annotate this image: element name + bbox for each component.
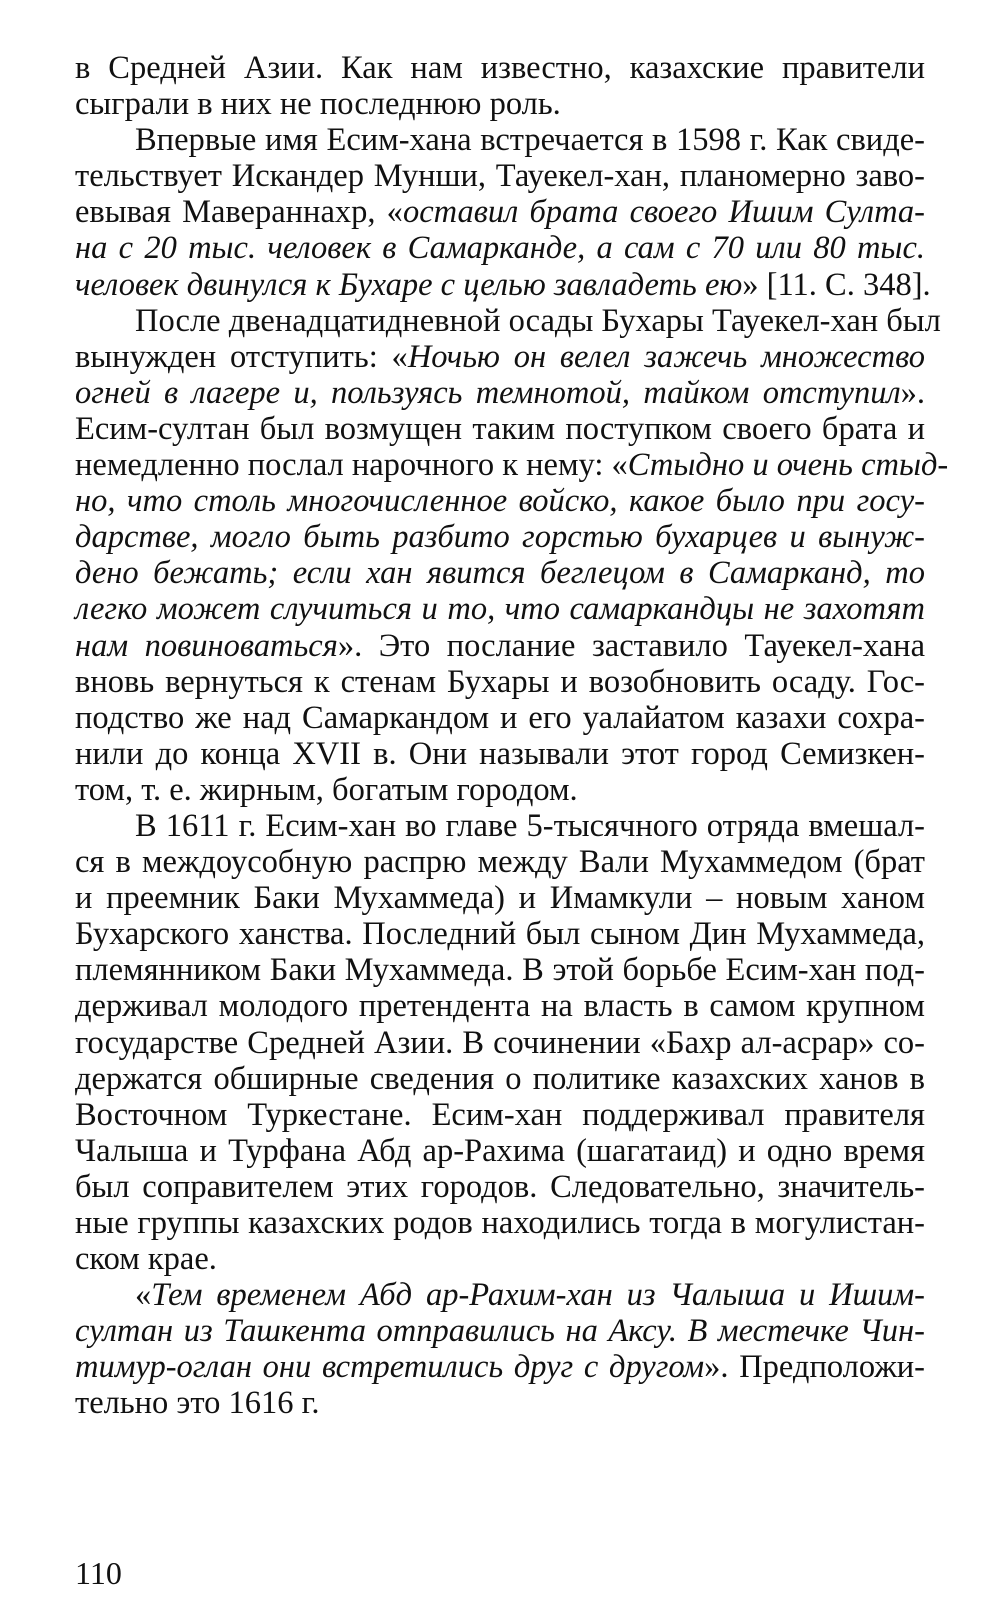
- text-line: [75, 1277, 925, 1313]
- italic-quote-text: Стыдно и очень стыд-: [627, 447, 949, 484]
- text-line: [75, 555, 925, 591]
- text-line: [75, 591, 925, 627]
- text-line: [75, 772, 925, 808]
- line-text: вынужден отступить: «: [75, 338, 408, 375]
- text-line: [75, 916, 925, 952]
- italic-quote-text: Ночью он велел зажечь множество: [407, 338, 925, 375]
- italic-quote-text: человек двинулся к Бухаре с целью завладеть ею: [75, 266, 743, 303]
- text-line: [75, 194, 925, 230]
- italic-quote-text: Тем временем Абд ар-Рахим-хан из Чалыша и Ишим-: [151, 1277, 925, 1314]
- text-line: [75, 158, 925, 194]
- line-text: немедленно послал нарочного к нему: «: [75, 447, 628, 484]
- text-line: [75, 1025, 925, 1061]
- text-line: [75, 880, 925, 916]
- line-text: Бухарского ханства. Последний был сыном Дин Мухаммеда,: [75, 916, 925, 953]
- line-text: нили до конца XVII в. Они называли этот город Семизкен-: [75, 735, 925, 772]
- text-line: [75, 1097, 925, 1133]
- line-text: сыграли в них не последнюю роль.: [75, 86, 561, 123]
- body-text: [75, 50, 949, 1422]
- line-text: держивал молодого претендента на власть в самом крупном: [75, 988, 925, 1025]
- line-text: После двенадцатидневной осады Бухары Тауекел-хан был: [135, 302, 941, 339]
- line-text: вновь вернуться к стенам Бухары и возобновить осаду. Гос-: [75, 663, 925, 700]
- line-text: племянником Баки Мухаммеда. В этой борьбе Есим-хан под-: [75, 952, 925, 989]
- text-line: [75, 1133, 925, 1169]
- text-line: [75, 483, 925, 519]
- line-text: «: [135, 1277, 152, 1314]
- text-line: [75, 266, 931, 303]
- line-text: ском крае.: [75, 1241, 217, 1278]
- text-line: [75, 86, 925, 122]
- line-text: ». Это послание заставило Тауекел-хана: [337, 627, 925, 664]
- text-line: [75, 1385, 925, 1421]
- line-text: ». Предположи-: [704, 1349, 926, 1386]
- italic-quote-text: на с 20 тыс. человек в Самарканде, а сам с 70 или 80 тыс.: [75, 230, 925, 267]
- text-line: [75, 808, 925, 844]
- line-text: » [11. С. 348].: [742, 266, 931, 303]
- line-text: был соправителем этих городов. Следовательно, значитель-: [75, 1168, 925, 1205]
- line-text: держатся обширные сведения о политике казахских ханов в: [75, 1060, 925, 1097]
- text-line: [75, 1349, 925, 1385]
- line-text: Впервые имя Есим-хана встречается в 1598 г. Как свиде-: [135, 122, 925, 159]
- line-text: тельствует Искандер Мунши, Тауекел-хан, планомерно заво-: [75, 158, 925, 195]
- text-line: [75, 1313, 925, 1349]
- line-text: Восточном Туркестане. Есим-хан поддерживал правителя: [75, 1096, 925, 1133]
- text-line: [75, 339, 925, 375]
- italic-quote-text: нам повиноваться: [75, 627, 338, 664]
- text-line: [75, 230, 925, 266]
- line-text: том, т. е. жирным, богатым городом.: [75, 771, 578, 808]
- line-text: ».: [900, 374, 925, 411]
- text-line: [75, 302, 941, 339]
- line-text: подство же над Самаркандом и его уалайатом казахи сохра-: [75, 699, 925, 736]
- line-text: и преемник Баки Мухаммеда) и Имамкули – новым ханом: [75, 880, 925, 917]
- text-line: [75, 1205, 925, 1241]
- text-line: [75, 411, 925, 447]
- line-text: государстве Средней Азии. В сочинении «Бахр ал-асрар» со-: [75, 1024, 925, 1061]
- italic-quote-text: но, что столь многочисленное войско, какое было при госу-: [75, 483, 925, 520]
- italic-quote-text: оставил брата своего Ишим Султа-: [402, 194, 926, 231]
- italic-quote-text: султан из Ташкента отправились на Аксу. В местечке Чин-: [75, 1313, 925, 1350]
- line-text: Есим-султан был возмущен таким поступком своего брата и: [75, 410, 925, 447]
- line-text: ся в междоусобную распрю между Вали Мухаммедом (брат: [75, 844, 925, 881]
- italic-quote-text: огней в лагере и, пользуясь темнотой, тайком отступил: [75, 374, 901, 411]
- line-text: ные группы казахских родов находились тогда в могулистан-: [75, 1205, 925, 1241]
- text-line: [75, 122, 925, 158]
- text-line: [75, 1241, 925, 1277]
- text-line: [75, 50, 925, 86]
- text-line: [75, 628, 925, 664]
- text-line: [75, 952, 925, 988]
- italic-quote-text: тимур-оглан они встретились друг с другом: [75, 1349, 705, 1386]
- italic-quote-text: дарстве, могло быть разбито горстью бухарцев и вынуж-: [75, 519, 925, 556]
- line-text: в Средней Азии. Как нам известно, казахские правители: [75, 50, 925, 86]
- line-text: евывая Мавераннахр, «: [75, 194, 403, 231]
- text-line: [75, 736, 925, 772]
- page-number: 110: [75, 1555, 122, 1591]
- italic-quote-text: легко может случиться и то, что самаркандцы не захотят: [75, 591, 925, 628]
- text-line: [75, 664, 925, 700]
- text-line: [75, 375, 925, 411]
- text-line: [75, 844, 925, 880]
- text-line: [75, 988, 925, 1024]
- italic-quote-text: дено бежать; если хан явится беглецом в Самарканд, то: [75, 555, 925, 592]
- line-text: Чалыша и Турфана Абд ар-Рахима (шагатаид) и одно время: [75, 1132, 925, 1169]
- text-line: [75, 1169, 925, 1205]
- line-text: В 1611 г. Есим-хан во главе 5-тысячного отряда вмешал-: [135, 807, 925, 844]
- line-text: тельно это 1616 г.: [75, 1385, 320, 1422]
- text-line: [75, 1061, 925, 1097]
- text-line: [75, 447, 949, 484]
- text-line: [75, 700, 925, 736]
- text-line: [75, 519, 925, 555]
